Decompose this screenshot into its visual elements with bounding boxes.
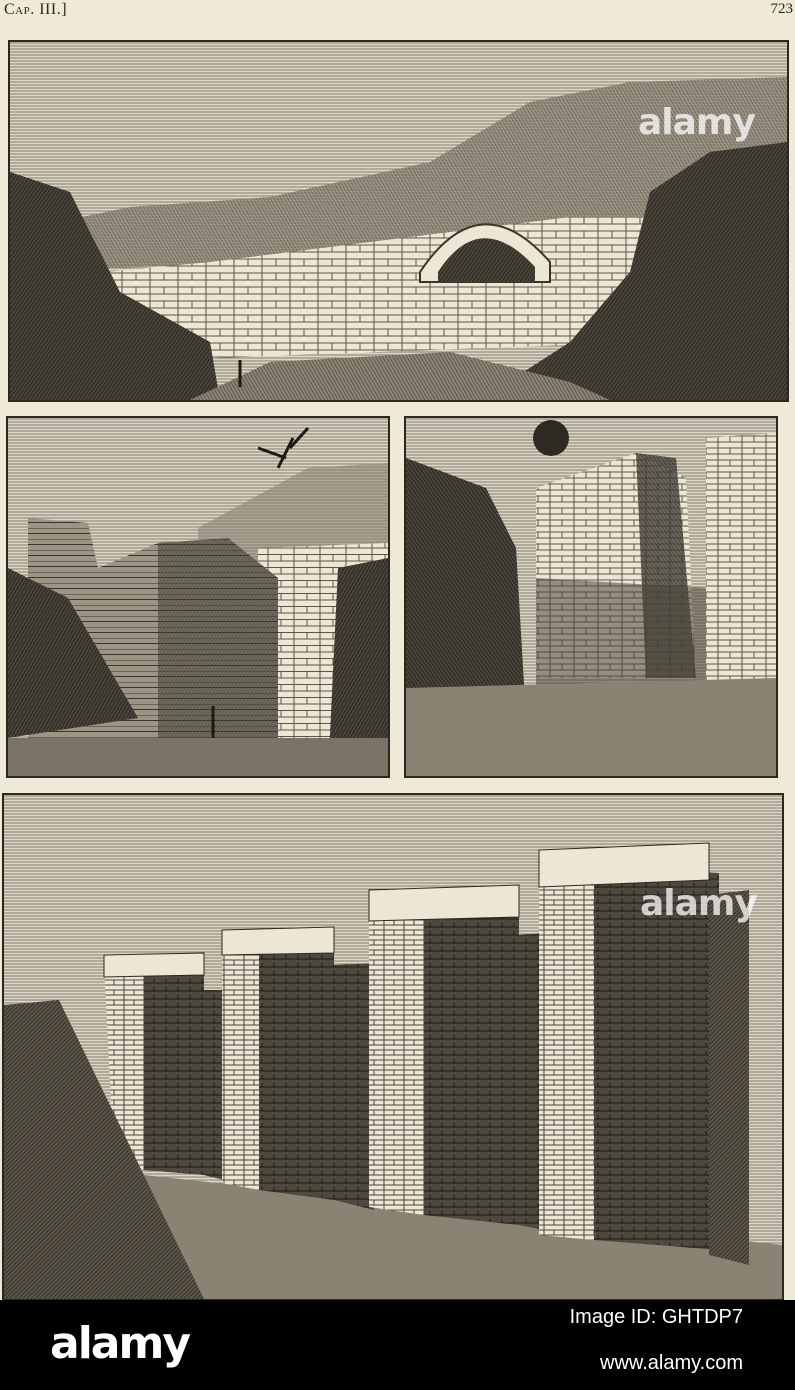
alamy-logo: alamy bbox=[50, 1318, 189, 1369]
image-id: Image ID: GHTDP7 bbox=[569, 1306, 743, 1328]
ruined-walls-left-illustration bbox=[8, 418, 388, 776]
tower-wall-illustration bbox=[4, 795, 782, 1299]
page-number: 723 bbox=[770, 1, 793, 17]
chapter-heading: Cap. III.] bbox=[4, 1, 68, 18]
engraving-tower-wall bbox=[2, 793, 784, 1301]
watermark: alamy bbox=[638, 102, 755, 143]
stock-footer bbox=[0, 1300, 795, 1390]
watermark: alamy bbox=[640, 883, 757, 924]
engraving-ruined-walls-left bbox=[6, 416, 390, 778]
engraving-ruined-walls-right bbox=[404, 416, 778, 778]
site-url: www.alamy.com bbox=[600, 1352, 743, 1374]
page-header bbox=[0, 0, 795, 22]
arched-gate-illustration bbox=[10, 42, 787, 400]
engraving-arched-gate bbox=[8, 40, 789, 402]
ruined-walls-right-illustration bbox=[406, 418, 776, 776]
